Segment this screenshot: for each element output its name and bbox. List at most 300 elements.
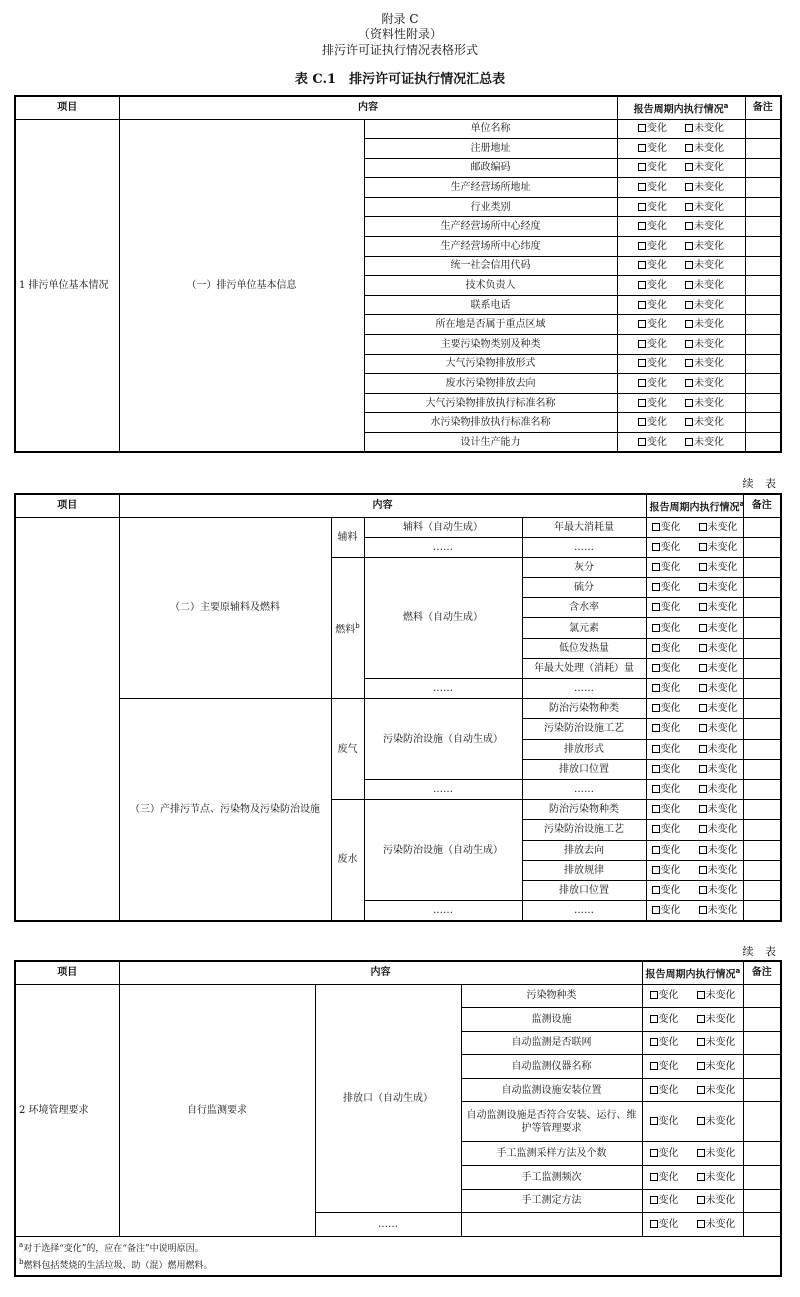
remark-cell[interactable] bbox=[743, 820, 781, 840]
remark-cell[interactable] bbox=[745, 276, 781, 296]
changed-option[interactable] bbox=[638, 299, 667, 312]
checkbox-icon[interactable] bbox=[652, 805, 660, 813]
remark-cell[interactable] bbox=[745, 413, 781, 433]
remark-cell[interactable] bbox=[743, 679, 781, 699]
changed-option[interactable] bbox=[652, 722, 681, 735]
checkbox-icon[interactable] bbox=[652, 846, 660, 854]
remark-cell[interactable] bbox=[743, 759, 781, 779]
remark-cell[interactable] bbox=[743, 901, 781, 921]
changed-option[interactable] bbox=[638, 436, 667, 449]
unchanged-option[interactable] bbox=[685, 318, 724, 331]
checkbox-icon[interactable] bbox=[699, 805, 707, 813]
auto-gen-cell: 辅料（自动生成） bbox=[364, 517, 522, 537]
ellipsis-cell: …… bbox=[522, 679, 646, 699]
table-basic-info bbox=[14, 95, 782, 453]
checkbox-icon[interactable] bbox=[652, 704, 660, 712]
status-cell bbox=[646, 860, 743, 880]
unchanged-option[interactable] bbox=[685, 122, 724, 135]
changed-label: 变化 bbox=[660, 642, 681, 654]
unchanged-option[interactable] bbox=[697, 1115, 736, 1128]
checkbox-icon[interactable] bbox=[699, 906, 707, 914]
remark-cell[interactable] bbox=[743, 1102, 781, 1142]
changed-option[interactable] bbox=[650, 1218, 679, 1231]
checkbox-icon[interactable] bbox=[699, 785, 707, 793]
checkbox-icon[interactable] bbox=[652, 624, 660, 632]
changed-option[interactable] bbox=[652, 561, 681, 574]
checkbox-icon[interactable] bbox=[652, 724, 660, 732]
ellipsis-cell bbox=[461, 1213, 642, 1237]
checkbox-icon[interactable] bbox=[652, 866, 660, 874]
checkbox-icon[interactable] bbox=[697, 991, 705, 999]
checkbox-icon[interactable] bbox=[699, 846, 707, 854]
checkbox-icon[interactable] bbox=[652, 684, 660, 692]
changed-option[interactable] bbox=[650, 1036, 679, 1049]
checkbox-icon[interactable] bbox=[638, 399, 646, 407]
checkbox-icon[interactable] bbox=[699, 583, 707, 591]
unchanged-option[interactable] bbox=[699, 622, 738, 635]
unchanged-option[interactable] bbox=[685, 142, 724, 155]
header-remark: 备注 bbox=[743, 494, 781, 517]
remark-cell[interactable] bbox=[745, 335, 781, 355]
remark-cell[interactable] bbox=[743, 840, 781, 860]
remark-cell[interactable] bbox=[743, 739, 781, 759]
checkbox-icon[interactable] bbox=[697, 1015, 705, 1023]
changed-option[interactable] bbox=[638, 142, 667, 155]
changed-option[interactable] bbox=[652, 864, 681, 877]
footnote-b bbox=[19, 1256, 777, 1273]
status-cell bbox=[617, 197, 745, 217]
checkbox-icon[interactable] bbox=[699, 563, 707, 571]
footnote-mark: b bbox=[19, 1257, 24, 1266]
changed-option[interactable] bbox=[638, 220, 667, 233]
unchanged-option[interactable] bbox=[699, 662, 738, 675]
remark-cell[interactable] bbox=[743, 800, 781, 820]
remark-cell[interactable] bbox=[745, 139, 781, 159]
changed-label: 变化 bbox=[660, 824, 681, 836]
checkbox-icon[interactable] bbox=[685, 261, 693, 269]
field-name-cell: 灰分 bbox=[522, 557, 646, 577]
checkbox-icon[interactable] bbox=[650, 1015, 658, 1023]
unchanged-option[interactable] bbox=[697, 1171, 736, 1184]
unchanged-option[interactable] bbox=[685, 259, 724, 272]
status-cell bbox=[646, 800, 743, 820]
checkbox-icon[interactable] bbox=[652, 543, 660, 551]
checkbox-icon[interactable] bbox=[685, 438, 693, 446]
unchanged-label: 未变化 bbox=[707, 844, 738, 856]
remark-cell[interactable] bbox=[745, 197, 781, 217]
unchanged-option[interactable] bbox=[697, 1084, 736, 1097]
remark-cell[interactable] bbox=[743, 1142, 781, 1166]
status-cell bbox=[642, 1008, 743, 1032]
checkbox-icon[interactable] bbox=[638, 379, 646, 387]
changed-option[interactable] bbox=[650, 1115, 679, 1128]
ellipsis-cell: …… bbox=[315, 1213, 461, 1237]
unchanged-option[interactable] bbox=[685, 240, 724, 253]
checkbox-icon[interactable] bbox=[650, 991, 658, 999]
checkbox-icon[interactable] bbox=[685, 399, 693, 407]
changed-label: 变化 bbox=[647, 338, 667, 350]
checkbox-icon[interactable] bbox=[685, 301, 693, 309]
checkbox-icon[interactable] bbox=[697, 1220, 705, 1228]
checkbox-icon[interactable] bbox=[699, 644, 707, 652]
remark-cell[interactable] bbox=[743, 638, 781, 658]
remark-cell[interactable] bbox=[745, 295, 781, 315]
changed-option[interactable] bbox=[650, 1171, 679, 1184]
checkbox-icon[interactable] bbox=[685, 242, 693, 250]
remark-cell[interactable] bbox=[745, 393, 781, 413]
changed-option[interactable] bbox=[650, 1013, 679, 1026]
changed-option[interactable] bbox=[652, 521, 681, 534]
remark-cell[interactable] bbox=[743, 1213, 781, 1237]
checkbox-icon[interactable] bbox=[652, 664, 660, 672]
changed-option[interactable] bbox=[652, 702, 681, 715]
unchanged-option[interactable] bbox=[685, 299, 724, 312]
checkbox-icon[interactable] bbox=[699, 603, 707, 611]
changed-label: 变化 bbox=[658, 1013, 679, 1025]
field-name-cell: 自动监测是否联网 bbox=[461, 1031, 642, 1055]
changed-label: 变化 bbox=[658, 1061, 679, 1073]
status-cell bbox=[642, 1213, 743, 1237]
remark-cell[interactable] bbox=[743, 1008, 781, 1032]
status-cell bbox=[617, 295, 745, 315]
header-content: 内容 bbox=[119, 961, 642, 984]
checkbox-icon[interactable] bbox=[638, 320, 646, 328]
checkbox-icon[interactable] bbox=[650, 1220, 658, 1228]
unchanged-option[interactable] bbox=[697, 1013, 736, 1026]
ellipsis-cell: …… bbox=[364, 901, 522, 921]
checkbox-icon[interactable] bbox=[685, 379, 693, 387]
changed-label: 变化 bbox=[660, 683, 681, 695]
unchanged-option[interactable] bbox=[697, 1036, 736, 1049]
checkbox-icon[interactable] bbox=[699, 543, 707, 551]
remark-cell[interactable] bbox=[745, 315, 781, 335]
unchanged-option[interactable] bbox=[699, 864, 738, 877]
unchanged-label: 未变化 bbox=[707, 703, 738, 715]
table-header-row bbox=[15, 96, 781, 119]
remark-cell[interactable] bbox=[743, 880, 781, 900]
changed-option[interactable] bbox=[638, 161, 667, 174]
remark-cell[interactable] bbox=[743, 517, 781, 537]
checkbox-icon[interactable] bbox=[685, 359, 693, 367]
checkbox-icon[interactable] bbox=[699, 886, 707, 894]
changed-option[interactable] bbox=[650, 1194, 679, 1207]
checkbox-icon[interactable] bbox=[638, 144, 646, 152]
unchanged-label: 未变化 bbox=[694, 397, 724, 409]
checkbox-icon[interactable] bbox=[685, 163, 693, 171]
changed-option[interactable] bbox=[652, 541, 681, 554]
checkbox-icon[interactable] bbox=[638, 281, 646, 289]
checkbox-icon[interactable] bbox=[699, 704, 707, 712]
unchanged-option[interactable] bbox=[699, 803, 738, 816]
remark-cell[interactable] bbox=[743, 598, 781, 618]
remark-cell[interactable] bbox=[743, 984, 781, 1008]
changed-option[interactable] bbox=[638, 122, 667, 135]
checkbox-icon[interactable] bbox=[685, 281, 693, 289]
checkbox-icon[interactable] bbox=[699, 745, 707, 753]
checkbox-icon[interactable] bbox=[652, 785, 660, 793]
unchanged-option[interactable] bbox=[685, 161, 724, 174]
unchanged-option[interactable] bbox=[685, 181, 724, 194]
unchanged-option[interactable] bbox=[685, 220, 724, 233]
checkbox-icon[interactable] bbox=[650, 1117, 658, 1125]
checkbox-icon[interactable] bbox=[652, 563, 660, 571]
unchanged-option[interactable] bbox=[697, 1194, 736, 1207]
checkbox-icon[interactable] bbox=[638, 222, 646, 230]
field-name-cell: 手工监测频次 bbox=[461, 1166, 642, 1190]
unchanged-option[interactable] bbox=[699, 884, 738, 897]
checkbox-icon[interactable] bbox=[697, 1149, 705, 1157]
appendix-note: （资料性附录） bbox=[357, 27, 442, 41]
changed-label: 变化 bbox=[658, 1219, 679, 1231]
unchanged-option[interactable] bbox=[699, 904, 738, 917]
unchanged-option[interactable] bbox=[699, 722, 738, 735]
changed-option[interactable] bbox=[638, 357, 667, 370]
checkbox-icon[interactable] bbox=[697, 1173, 705, 1181]
changed-option[interactable] bbox=[652, 783, 681, 796]
unchanged-option[interactable] bbox=[699, 682, 738, 695]
changed-label: 变化 bbox=[658, 990, 679, 1002]
checkbox-icon[interactable] bbox=[638, 359, 646, 367]
changed-label: 变化 bbox=[660, 622, 681, 634]
unchanged-option[interactable] bbox=[697, 1060, 736, 1073]
unchanged-option[interactable] bbox=[685, 377, 724, 390]
field-name-cell: 设计生产能力 bbox=[364, 433, 617, 453]
unchanged-option[interactable] bbox=[697, 989, 736, 1002]
unchanged-option[interactable] bbox=[685, 436, 724, 449]
checkbox-icon[interactable] bbox=[697, 1038, 705, 1046]
section-cell: 自行监测要求 bbox=[119, 984, 315, 1236]
status-cell bbox=[617, 433, 745, 453]
table-row bbox=[15, 517, 781, 537]
remark-cell[interactable] bbox=[743, 779, 781, 799]
changed-option[interactable] bbox=[652, 601, 681, 614]
remark-cell[interactable] bbox=[745, 256, 781, 276]
checkbox-icon[interactable] bbox=[699, 624, 707, 632]
field-name-cell: 行业类别 bbox=[364, 197, 617, 217]
checkbox-icon[interactable] bbox=[699, 866, 707, 874]
changed-option[interactable] bbox=[638, 338, 667, 351]
checkbox-icon[interactable] bbox=[638, 242, 646, 250]
checkbox-icon[interactable] bbox=[638, 124, 646, 132]
status-cell bbox=[642, 1102, 743, 1142]
remark-cell[interactable] bbox=[743, 537, 781, 557]
changed-option[interactable] bbox=[652, 622, 681, 635]
header-item: 项目 bbox=[15, 96, 119, 119]
field-name-cell: 手工测定方法 bbox=[461, 1189, 642, 1213]
remark-cell[interactable] bbox=[743, 699, 781, 719]
ellipsis-cell: …… bbox=[522, 537, 646, 557]
checkbox-icon[interactable] bbox=[697, 1117, 705, 1125]
unchanged-option[interactable] bbox=[699, 823, 738, 836]
changed-option[interactable] bbox=[638, 416, 667, 429]
unchanged-option[interactable] bbox=[685, 279, 724, 292]
unchanged-option[interactable] bbox=[685, 416, 724, 429]
unchanged-option[interactable] bbox=[699, 541, 738, 554]
remark-cell[interactable] bbox=[743, 1078, 781, 1102]
status-cell bbox=[617, 158, 745, 178]
changed-option[interactable] bbox=[652, 763, 681, 776]
checkbox-icon[interactable] bbox=[652, 886, 660, 894]
header-item: 项目 bbox=[15, 961, 119, 984]
changed-option[interactable] bbox=[638, 397, 667, 410]
changed-option[interactable] bbox=[638, 377, 667, 390]
unchanged-label: 未变化 bbox=[705, 1061, 736, 1073]
unchanged-option[interactable] bbox=[685, 338, 724, 351]
changed-option[interactable] bbox=[650, 1147, 679, 1160]
field-name-cell: 监测设施 bbox=[461, 1008, 642, 1032]
changed-option[interactable] bbox=[638, 240, 667, 253]
remark-cell[interactable] bbox=[745, 178, 781, 198]
changed-option[interactable] bbox=[652, 884, 681, 897]
unchanged-option[interactable] bbox=[699, 763, 738, 776]
field-name-cell: 排放口位置 bbox=[522, 880, 646, 900]
checkbox-icon[interactable] bbox=[652, 745, 660, 753]
remark-cell[interactable] bbox=[743, 719, 781, 739]
checkbox-icon[interactable] bbox=[685, 124, 693, 132]
unchanged-option[interactable] bbox=[699, 844, 738, 857]
unchanged-option[interactable] bbox=[699, 561, 738, 574]
unchanged-option[interactable] bbox=[699, 783, 738, 796]
checkbox-icon[interactable] bbox=[650, 1062, 658, 1070]
changed-option[interactable] bbox=[652, 844, 681, 857]
changed-option[interactable] bbox=[650, 1084, 679, 1097]
changed-option[interactable] bbox=[652, 823, 681, 836]
remark-cell[interactable] bbox=[743, 1055, 781, 1079]
status-cell bbox=[642, 1142, 743, 1166]
changed-option[interactable] bbox=[638, 318, 667, 331]
checkbox-icon[interactable] bbox=[638, 261, 646, 269]
checkbox-icon[interactable] bbox=[638, 301, 646, 309]
checkbox-icon[interactable] bbox=[685, 340, 693, 348]
remark-cell[interactable] bbox=[745, 158, 781, 178]
changed-option[interactable] bbox=[638, 201, 667, 214]
changed-option[interactable] bbox=[652, 743, 681, 756]
checkbox-icon[interactable] bbox=[652, 644, 660, 652]
checkbox-icon[interactable] bbox=[685, 320, 693, 328]
remark-cell[interactable] bbox=[745, 217, 781, 237]
changed-label: 变化 bbox=[660, 784, 681, 796]
checkbox-icon[interactable] bbox=[685, 222, 693, 230]
checkbox-icon[interactable] bbox=[699, 825, 707, 833]
checkbox-icon[interactable] bbox=[699, 523, 707, 531]
checkbox-icon[interactable] bbox=[697, 1062, 705, 1070]
unchanged-option[interactable] bbox=[699, 601, 738, 614]
unchanged-option[interactable] bbox=[685, 357, 724, 370]
changed-option[interactable] bbox=[638, 181, 667, 194]
checkbox-icon[interactable] bbox=[652, 825, 660, 833]
unchanged-option[interactable] bbox=[699, 521, 738, 534]
remark-cell[interactable] bbox=[743, 557, 781, 577]
checkbox-icon[interactable] bbox=[699, 664, 707, 672]
item-cell-empty bbox=[15, 517, 119, 921]
unchanged-option[interactable] bbox=[699, 581, 738, 594]
remark-cell[interactable] bbox=[745, 433, 781, 453]
changed-option[interactable] bbox=[652, 662, 681, 675]
unchanged-option[interactable] bbox=[699, 642, 738, 655]
checkbox-icon[interactable] bbox=[697, 1196, 705, 1204]
unchanged-label: 未变化 bbox=[694, 280, 724, 292]
checkbox-icon[interactable] bbox=[638, 203, 646, 211]
checkbox-icon[interactable] bbox=[650, 1196, 658, 1204]
checkbox-icon[interactable] bbox=[652, 906, 660, 914]
checkbox-icon[interactable] bbox=[699, 684, 707, 692]
status-cell bbox=[617, 354, 745, 374]
changed-option[interactable] bbox=[652, 904, 681, 917]
checkbox-icon[interactable] bbox=[685, 203, 693, 211]
checkbox-icon[interactable] bbox=[697, 1086, 705, 1094]
checkbox-icon[interactable] bbox=[699, 724, 707, 732]
status-cell bbox=[646, 679, 743, 699]
remark-cell[interactable] bbox=[743, 1031, 781, 1055]
unchanged-option[interactable] bbox=[685, 201, 724, 214]
changed-option[interactable] bbox=[652, 803, 681, 816]
unchanged-option[interactable] bbox=[685, 397, 724, 410]
field-name-cell: 排放去向 bbox=[522, 840, 646, 860]
unchanged-label: 未变化 bbox=[707, 884, 738, 896]
outlet-cell: 排放口（自动生成） bbox=[315, 984, 461, 1213]
unchanged-option[interactable] bbox=[699, 702, 738, 715]
remark-cell[interactable] bbox=[743, 1189, 781, 1213]
checkbox-icon[interactable] bbox=[699, 765, 707, 773]
remark-cell[interactable] bbox=[743, 578, 781, 598]
field-name-cell: 废水污染物排放去向 bbox=[364, 374, 617, 394]
checkbox-icon[interactable] bbox=[638, 183, 646, 191]
remark-cell[interactable] bbox=[745, 119, 781, 139]
changed-option[interactable] bbox=[652, 642, 681, 655]
changed-option[interactable] bbox=[638, 259, 667, 272]
remark-cell[interactable] bbox=[745, 374, 781, 394]
changed-option[interactable] bbox=[638, 279, 667, 292]
checkbox-icon[interactable] bbox=[638, 340, 646, 348]
checkbox-icon[interactable] bbox=[685, 183, 693, 191]
remark-cell[interactable] bbox=[743, 658, 781, 678]
changed-label: 变化 bbox=[660, 763, 681, 775]
checkbox-icon[interactable] bbox=[650, 1038, 658, 1046]
remark-cell[interactable] bbox=[743, 618, 781, 638]
checkbox-icon[interactable] bbox=[638, 418, 646, 426]
checkbox-icon[interactable] bbox=[652, 765, 660, 773]
checkbox-icon[interactable] bbox=[652, 523, 660, 531]
changed-option[interactable] bbox=[650, 989, 679, 1002]
changed-option[interactable] bbox=[650, 1060, 679, 1073]
remark-cell[interactable] bbox=[745, 354, 781, 374]
remark-cell[interactable] bbox=[743, 860, 781, 880]
checkbox-icon[interactable] bbox=[650, 1173, 658, 1181]
checkbox-icon[interactable] bbox=[638, 438, 646, 446]
changed-option[interactable] bbox=[652, 682, 681, 695]
checkbox-icon[interactable] bbox=[638, 163, 646, 171]
checkbox-icon[interactable] bbox=[652, 583, 660, 591]
checkbox-icon[interactable] bbox=[650, 1086, 658, 1094]
footnote-row bbox=[15, 1236, 781, 1276]
remark-cell[interactable] bbox=[743, 1166, 781, 1190]
unchanged-option[interactable] bbox=[697, 1147, 736, 1160]
changed-label: 变化 bbox=[658, 1084, 679, 1096]
checkbox-icon[interactable] bbox=[685, 418, 693, 426]
checkbox-icon[interactable] bbox=[652, 603, 660, 611]
checkbox-icon[interactable] bbox=[685, 144, 693, 152]
changed-label: 变化 bbox=[660, 521, 681, 533]
unchanged-option[interactable] bbox=[697, 1218, 736, 1231]
table-row bbox=[15, 699, 781, 719]
changed-label: 变化 bbox=[660, 844, 681, 856]
unchanged-option[interactable] bbox=[699, 743, 738, 756]
checkbox-icon[interactable] bbox=[650, 1149, 658, 1157]
changed-option[interactable] bbox=[652, 581, 681, 594]
status-cell bbox=[617, 393, 745, 413]
field-name-cell: 排放规律 bbox=[522, 860, 646, 880]
remark-cell[interactable] bbox=[745, 237, 781, 257]
